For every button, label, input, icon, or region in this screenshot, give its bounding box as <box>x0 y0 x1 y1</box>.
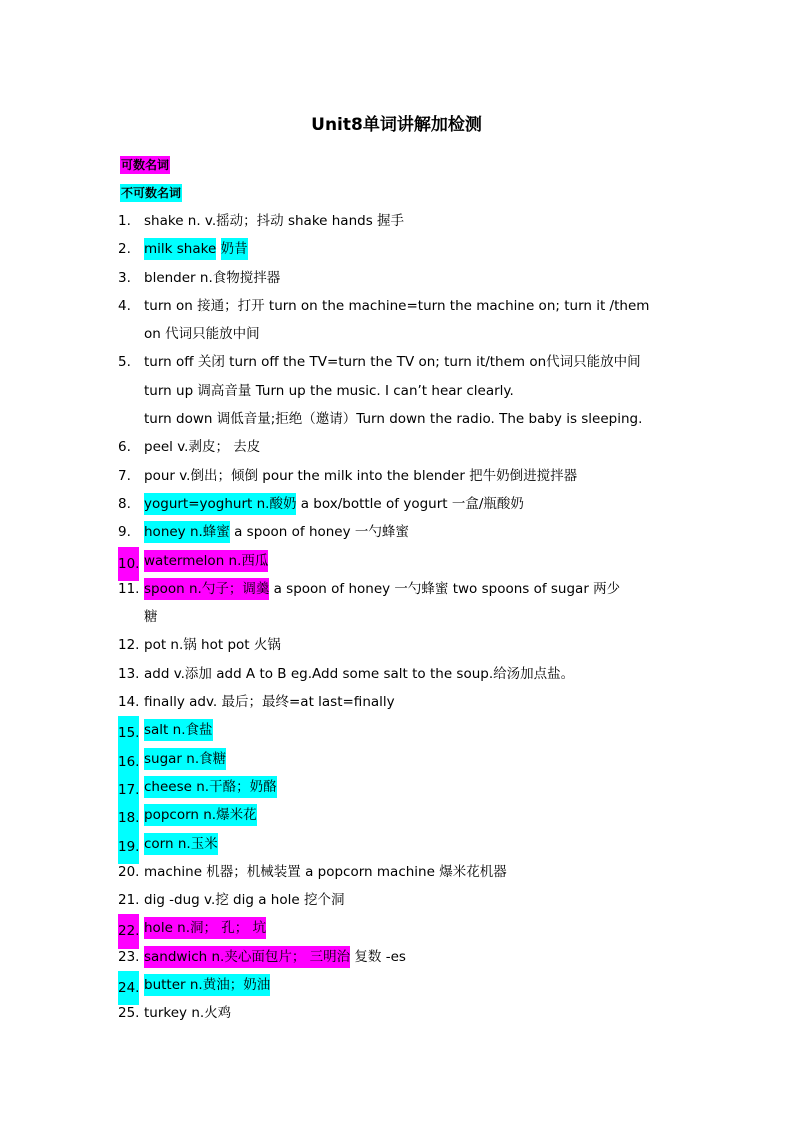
highlighted-term: popcorn n.爆米花 <box>144 804 257 826</box>
highlighted-term: spoon n.勺子；调羹 <box>144 578 269 600</box>
item-text <box>144 946 406 968</box>
vocab-item <box>118 235 698 263</box>
item-text <box>144 550 268 572</box>
item-continuation: turn up 调高音量 Turn up the music. I can’t hear clearly. <box>144 382 514 399</box>
highlighted-term: hole n.洞； 孔； 坑 <box>144 917 266 939</box>
item-text-part: pour v.倒出；倾倒 pour the milk into the blender 把牛奶倒进搅拌器 <box>144 467 578 484</box>
item-number: 11. <box>118 580 140 597</box>
vocab-item <box>118 207 698 235</box>
highlighted-term: yogurt=yoghurt n.酸奶 <box>144 493 296 515</box>
item-text-part: add v.添加 add A to B eg.Add some salt to the soup.给汤加点盐。 <box>144 665 575 682</box>
item-text <box>144 892 344 908</box>
item-number: 20. <box>118 863 140 880</box>
item-number: 24. <box>118 971 139 1005</box>
vocab-item <box>118 348 698 433</box>
legend-uncountable-label: 不可数名词 <box>121 186 182 200</box>
item-number: 6. <box>118 439 131 456</box>
vocab-item <box>118 264 698 292</box>
item-number: 1. <box>118 213 131 229</box>
item-continuation: turn down 调低音量;拒绝（邀请）Turn down the radio. The baby is sleeping. <box>144 411 643 428</box>
item-text <box>144 1005 231 1021</box>
item-number: 18. <box>118 801 139 835</box>
item-text-part: dig -dug v.挖 dig a hole 挖个洞 <box>144 892 345 909</box>
vocab-item <box>118 490 698 518</box>
highlighted-term: salt n.食盐 <box>144 719 213 741</box>
item-number: 19. <box>118 830 139 864</box>
item-text <box>144 354 641 370</box>
vocab-item <box>118 773 698 801</box>
highlighted-term: butter n.黄油；奶油 <box>144 974 270 996</box>
item-text <box>144 637 281 653</box>
vocab-item <box>118 971 698 999</box>
item-number: 5. <box>118 354 131 371</box>
page-title: Unit8单词讲解加检测 <box>311 115 482 135</box>
item-text <box>144 864 507 880</box>
item-text <box>144 298 649 314</box>
item-text-part: turn on 接通；打开 turn on the machine=turn the machine on; turn it /them <box>144 297 650 314</box>
item-number: 7. <box>118 467 131 484</box>
vocabulary-list <box>118 207 698 1028</box>
highlighted-term: watermelon n.西瓜 <box>144 550 268 572</box>
item-text-part: a box/bottle of yogurt 一盒/瓶酸奶 <box>296 495 524 512</box>
highlighted-term: sandwich n.夹心面包片； 三明治 <box>144 946 350 968</box>
item-number: 2. <box>118 241 131 258</box>
item-text <box>144 776 277 798</box>
item-continuation: 糖 <box>144 609 158 626</box>
item-text-part: a spoon of honey 一勺蜂蜜 <box>229 524 409 541</box>
vocab-item <box>118 716 698 744</box>
item-text-part: blender n.食物搅拌器 <box>144 269 281 286</box>
item-text-part: pot n.锅 hot pot 火锅 <box>144 637 281 654</box>
legend-uncountable <box>120 183 182 203</box>
vocab-item <box>118 547 698 575</box>
item-text <box>144 974 270 996</box>
vocab-item <box>118 660 698 688</box>
vocab-item <box>118 858 698 886</box>
item-text <box>144 666 574 682</box>
item-number: 8. <box>118 495 131 512</box>
item-text-part: a spoon of honey 一勺蜂蜜 two spoons of sugar 两少 <box>269 580 621 597</box>
item-text-part: shake n. v.摇动；抖动 shake hands 握手 <box>144 213 405 229</box>
vocab-item <box>118 830 698 858</box>
item-text-part <box>216 241 220 257</box>
highlighted-term: honey n.蜂蜜 <box>144 521 230 543</box>
item-text-part: finally adv. 最后；最终=at last=finally <box>144 694 395 711</box>
vocab-item <box>118 575 698 632</box>
item-text <box>144 719 213 741</box>
item-text <box>144 804 257 826</box>
item-number: 23. <box>118 948 140 965</box>
vocab-item <box>118 943 698 971</box>
highlighted-term: sugar n.食糖 <box>144 748 226 770</box>
item-text <box>144 833 218 855</box>
highlighted-term: cheese n.干酪；奶酪 <box>144 776 277 798</box>
vocab-item <box>118 745 698 773</box>
item-number: 21. <box>118 892 140 909</box>
vocab-item <box>118 886 698 914</box>
item-continuation: on 代词只能放中间 <box>144 326 260 343</box>
item-number: 17. <box>118 773 139 807</box>
vocab-item <box>118 292 698 349</box>
item-number: 15. <box>118 716 139 750</box>
vocab-item <box>118 462 698 490</box>
item-text <box>144 748 226 770</box>
item-text <box>144 238 248 260</box>
item-number: 10. <box>118 547 139 581</box>
item-text <box>144 213 404 229</box>
vocab-item <box>118 631 698 659</box>
vocab-item <box>118 433 698 461</box>
item-number: 22. <box>118 914 139 948</box>
item-text-part: peel v.剥皮； 去皮 <box>144 439 261 456</box>
item-number: 14. <box>118 694 140 711</box>
item-number: 12. <box>118 637 140 654</box>
vocab-item <box>118 688 698 716</box>
highlighted-term: corn n.玉米 <box>144 833 218 855</box>
item-number: 9. <box>118 524 131 541</box>
item-number: 25. <box>118 1005 140 1022</box>
item-number: 16. <box>118 745 139 779</box>
item-text-part: turkey n.火鸡 <box>144 1005 232 1022</box>
item-text-part: 复数 -es <box>350 948 406 965</box>
item-text <box>144 270 280 286</box>
vocab-item <box>118 914 698 942</box>
item-text <box>144 521 409 543</box>
item-text-part: turn off 关闭 turn off the TV=turn the TV on; turn it/them on代词只能放中间 <box>144 354 641 371</box>
item-text <box>144 578 620 600</box>
vocab-item <box>118 801 698 829</box>
item-text <box>144 468 577 484</box>
item-text <box>144 694 395 710</box>
item-text <box>144 917 266 939</box>
highlighted-term: 奶昔 <box>221 238 248 260</box>
vocab-item <box>118 518 698 546</box>
legend-countable <box>120 155 170 175</box>
item-text-part: machine 机器；机械装置 a popcorn machine 爆米花机器 <box>144 863 507 880</box>
item-number: 4. <box>118 297 131 314</box>
legend-countable-label: 可数名词 <box>121 158 170 172</box>
item-text <box>144 493 524 515</box>
vocab-item <box>118 999 698 1027</box>
highlighted-term: milk shake <box>144 238 216 260</box>
item-number: 3. <box>118 269 131 286</box>
item-number: 13. <box>118 665 140 682</box>
item-text <box>144 439 260 455</box>
